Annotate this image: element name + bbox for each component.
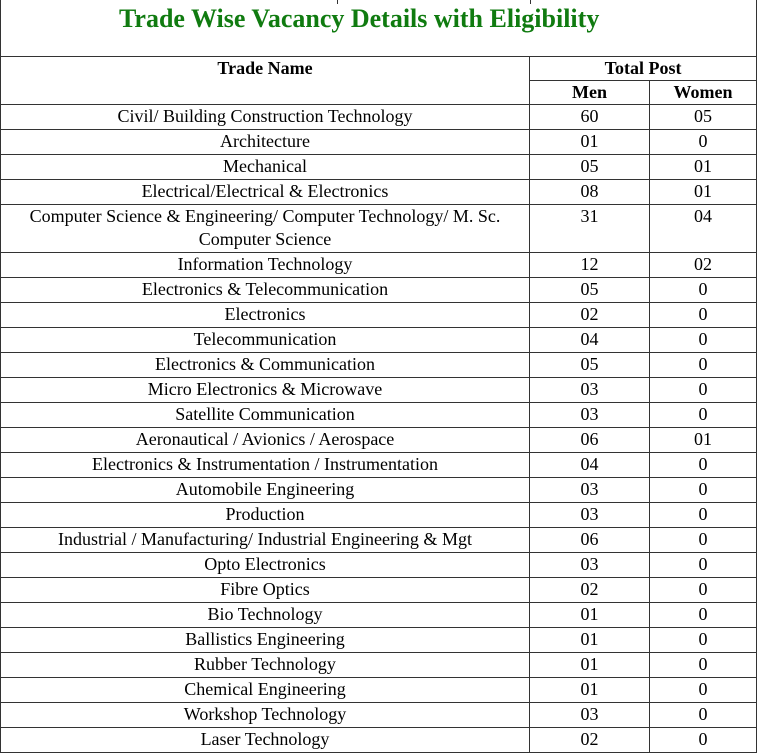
- trade-name-cell: Electronics & Instrumentation / Instrumentation: [1, 453, 530, 478]
- trade-name-cell: Aeronautical / Avionics / Aerospace: [1, 428, 530, 453]
- table-row: [1, 503, 757, 528]
- men-count-cell: 60: [530, 105, 650, 130]
- trade-name-cell: Mechanical: [1, 155, 530, 180]
- women-count-cell: 0: [650, 728, 757, 753]
- border-tick: [337, 0, 338, 4]
- women-count-cell: 04: [650, 205, 757, 253]
- men-count-cell: 04: [530, 328, 650, 353]
- title-row: [1, 0, 757, 57]
- men-count-cell: 03: [530, 478, 650, 503]
- women-count-cell: 0: [650, 703, 757, 728]
- women-count-cell: 0: [650, 528, 757, 553]
- trade-name-cell: Industrial / Manufacturing/ Industrial Engineering & Mgt: [1, 528, 530, 553]
- men-count-cell: 03: [530, 378, 650, 403]
- table-row: [1, 453, 757, 478]
- women-count-cell: 0: [650, 478, 757, 503]
- table-row: [1, 353, 757, 378]
- men-count-cell: 31: [530, 205, 650, 253]
- trade-name-cell: Information Technology: [1, 253, 530, 278]
- trade-name-cell: Chemical Engineering: [1, 678, 530, 703]
- women-count-cell: 0: [650, 303, 757, 328]
- men-count-cell: 02: [530, 728, 650, 753]
- trade-name-cell: Electronics: [1, 303, 530, 328]
- table-row: [1, 553, 757, 578]
- trade-name-cell: Opto Electronics: [1, 553, 530, 578]
- women-count-cell: 0: [650, 328, 757, 353]
- trade-name-cell: Electronics & Communication: [1, 353, 530, 378]
- men-count-cell: 01: [530, 603, 650, 628]
- trade-name-cell: Ballistics Engineering: [1, 628, 530, 653]
- page-title: Trade Wise Vacancy Details with Eligibility: [119, 4, 600, 33]
- men-count-cell: 01: [530, 678, 650, 703]
- table-row: [1, 403, 757, 428]
- men-count-cell: 05: [530, 278, 650, 303]
- women-count-cell: 0: [650, 678, 757, 703]
- men-count-cell: 03: [530, 503, 650, 528]
- women-count-cell: 0: [650, 378, 757, 403]
- border-tick: [530, 0, 531, 4]
- men-count-cell: 03: [530, 553, 650, 578]
- men-count-cell: 05: [530, 155, 650, 180]
- table-row: [1, 105, 757, 130]
- table-row: [1, 205, 757, 253]
- trade-name-cell: Laser Technology: [1, 728, 530, 753]
- trade-name-cell: Rubber Technology: [1, 653, 530, 678]
- men-count-cell: 08: [530, 180, 650, 205]
- women-count-cell: 0: [650, 453, 757, 478]
- trade-name-cell: Bio Technology: [1, 603, 530, 628]
- women-count-cell: 0: [650, 403, 757, 428]
- men-count-cell: 01: [530, 653, 650, 678]
- women-count-cell: 0: [650, 653, 757, 678]
- table-row: [1, 528, 757, 553]
- trade-name-cell: Civil/ Building Construction Technology: [1, 105, 530, 130]
- table-body: [1, 105, 757, 753]
- header-women: Women: [650, 81, 757, 105]
- women-count-cell: 02: [650, 253, 757, 278]
- trade-name-cell: Production: [1, 503, 530, 528]
- table-row: [1, 578, 757, 603]
- men-count-cell: 02: [530, 578, 650, 603]
- table-row: [1, 328, 757, 353]
- trade-name-cell: Computer Science & Engineering/ Computer Technology/ M. Sc. Computer Science: [1, 205, 530, 253]
- header-row: [1, 57, 757, 81]
- men-count-cell: 06: [530, 428, 650, 453]
- table-row: [1, 653, 757, 678]
- women-count-cell: 0: [650, 353, 757, 378]
- women-count-cell: 0: [650, 578, 757, 603]
- women-count-cell: 0: [650, 553, 757, 578]
- women-count-cell: 0: [650, 278, 757, 303]
- table-row: [1, 478, 757, 503]
- table-row: [1, 303, 757, 328]
- table-row: [1, 628, 757, 653]
- trade-name-cell: Electrical/Electrical & Electronics: [1, 180, 530, 205]
- trade-name-cell: Architecture: [1, 130, 530, 155]
- table-row: [1, 703, 757, 728]
- women-count-cell: 01: [650, 155, 757, 180]
- trade-name-cell: Micro Electronics & Microwave: [1, 378, 530, 403]
- men-count-cell: 05: [530, 353, 650, 378]
- table-row: [1, 130, 757, 155]
- women-count-cell: 01: [650, 428, 757, 453]
- trade-name-cell: Automobile Engineering: [1, 478, 530, 503]
- women-count-cell: 01: [650, 180, 757, 205]
- men-count-cell: 12: [530, 253, 650, 278]
- trade-name-cell: Telecommunication: [1, 328, 530, 353]
- women-count-cell: 0: [650, 503, 757, 528]
- trade-name-cell: Fibre Optics: [1, 578, 530, 603]
- table-row: [1, 155, 757, 180]
- table-row: [1, 603, 757, 628]
- women-count-cell: 05: [650, 105, 757, 130]
- men-count-cell: 01: [530, 628, 650, 653]
- title-cell: [1, 0, 757, 57]
- men-count-cell: 03: [530, 703, 650, 728]
- trade-name-cell: Electronics & Telecommunication: [1, 278, 530, 303]
- men-count-cell: 03: [530, 403, 650, 428]
- trade-name-cell: Satellite Communication: [1, 403, 530, 428]
- header-trade-name: Trade Name: [1, 57, 530, 105]
- table-row: [1, 378, 757, 403]
- women-count-cell: 0: [650, 603, 757, 628]
- table-row: [1, 278, 757, 303]
- women-count-cell: 0: [650, 130, 757, 155]
- trade-name-cell: Workshop Technology: [1, 703, 530, 728]
- men-count-cell: 06: [530, 528, 650, 553]
- table-row: [1, 678, 757, 703]
- men-count-cell: 04: [530, 453, 650, 478]
- table-row: [1, 428, 757, 453]
- men-count-cell: 02: [530, 303, 650, 328]
- table-row: [1, 728, 757, 753]
- women-count-cell: 0: [650, 628, 757, 653]
- table-row: [1, 253, 757, 278]
- header-total-post: Total Post: [530, 57, 757, 81]
- men-count-cell: 01: [530, 130, 650, 155]
- table-row: [1, 180, 757, 205]
- header-men: Men: [530, 81, 650, 105]
